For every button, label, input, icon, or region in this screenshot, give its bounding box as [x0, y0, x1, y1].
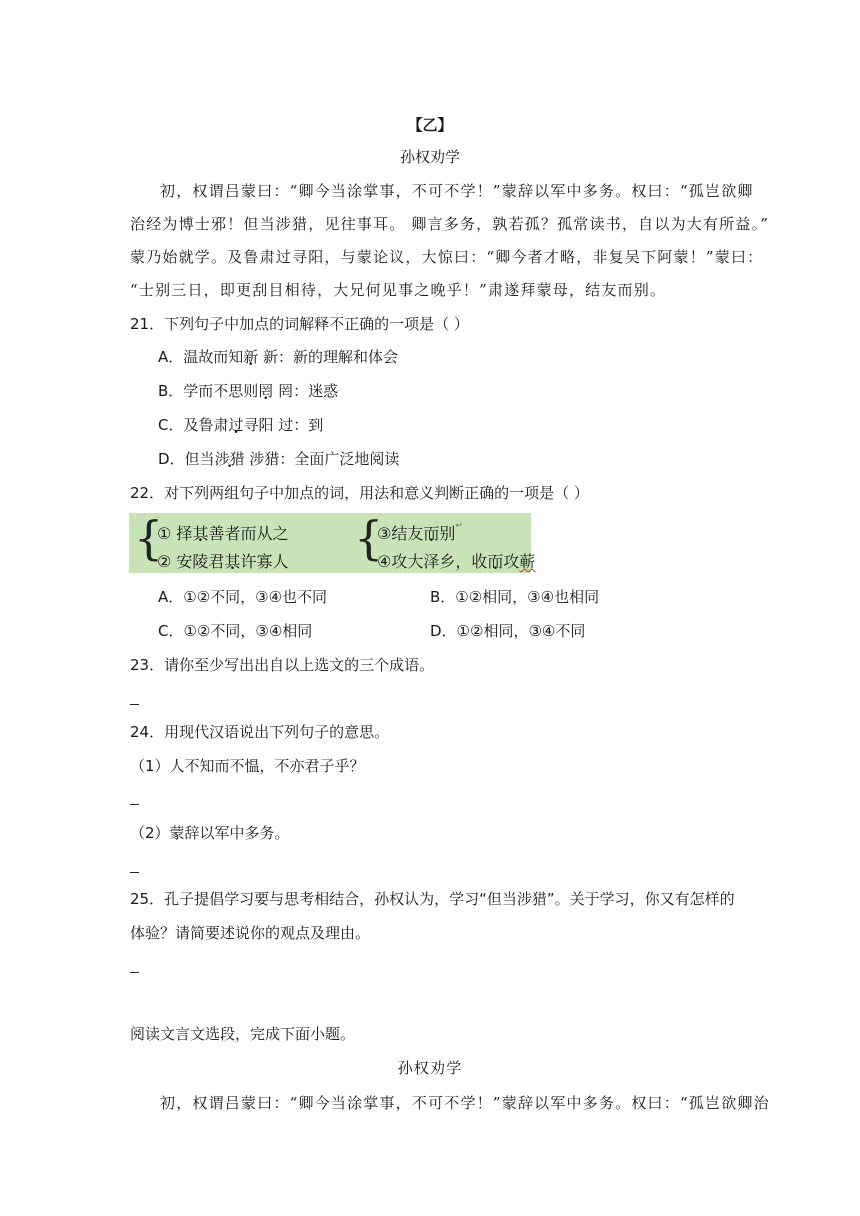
dotted-word: 过	[228, 416, 244, 434]
dotted-word: 而	[487, 552, 504, 571]
left-brace: {	[134, 511, 164, 565]
sentence-text: 别	[439, 524, 456, 543]
answer-blank[interactable]	[130, 872, 139, 873]
sentence-text: ④攻大泽乡，收	[377, 552, 488, 571]
option-text: 寻阳 过：到	[243, 416, 324, 434]
reading-instruction: 阅读文言文选段，完成下面小题。	[130, 1025, 356, 1043]
dotted-word: 新	[243, 348, 259, 366]
sentence-1	[157, 521, 288, 544]
question-21-option-b	[158, 380, 338, 402]
option-text: D．但当	[158, 450, 215, 468]
sentence-text: 蕲	[519, 552, 536, 571]
dotted-word: 涉猎	[214, 450, 245, 468]
question-22-stem: 22．对下列两组句子中加点的词，用法和意义判断正确的一项是（ ）	[130, 484, 589, 502]
question-24-stem: 24．用现代汉语说出下列句子的意思。	[130, 723, 390, 741]
section-label: 【乙】	[407, 116, 453, 134]
dotted-word: 罔	[258, 382, 274, 400]
question-25-line-1: 25．孔子提倡学习要与思考相结合，孙权认为，学习“但当涉猎”。关于学习，你又有怎样的	[130, 890, 735, 908]
question-21-stem: 21．下列句子中加点的词解释不正确的一项是（ ）	[130, 315, 469, 333]
option-text: 新：新的理解和体会	[258, 348, 399, 366]
question-24-sentence-1: （1）人不知而不愠，不亦君子乎？	[130, 757, 365, 775]
passage-line-4: “士别三日，即更刮目相待，大兄何见事之晚乎！”肃遂拜蒙母，结友而别。	[130, 281, 667, 299]
question-22-option-d: D．①②相同，③④不同	[430, 622, 586, 640]
question-21-option-a	[158, 346, 398, 368]
sentence-text: ① 择	[157, 524, 193, 543]
dotted-word: 其	[192, 524, 209, 543]
sentence-text: 善者而从之	[208, 524, 289, 543]
option-text: C．及鲁肃	[158, 416, 229, 434]
passage-title: 孙权劝学	[399, 148, 460, 166]
option-text: 罔：迷惑	[273, 382, 339, 400]
sentence-text: 许寡人	[240, 552, 289, 571]
passage-line-2: 治经为博士邪！但当涉猎，见往事耳。 卿言多务，孰若孤？孤常读书，自以为大有所益。”	[130, 215, 770, 233]
passage-title: 孙权劝学	[397, 1059, 463, 1077]
sentence-4	[377, 549, 535, 572]
passage-line-1: 初，权谓吕蒙曰：“卿今当涂掌事，不可不学！”蒙辞以军中多务。权曰：“孤岂欲卿治	[160, 1094, 770, 1112]
sentence-text: ② 安陵君	[157, 552, 225, 571]
passage-line-3: 蒙乃始就学。及鲁肃过寻阳，与蒙论议，大惊曰：“卿今者才略，非复吴下阿蒙！”蒙曰：	[130, 248, 764, 266]
sentence-text: 攻	[503, 552, 520, 571]
question-24-sentence-2: （2）蒙辞以军中多务。	[130, 824, 290, 842]
right-brace: {	[354, 511, 384, 565]
option-text: A．温故而知	[158, 348, 244, 366]
question-22-option-c: C．①②不同，③④相同	[158, 622, 313, 640]
return-mark-icon: ↵	[455, 521, 463, 531]
sentence-3	[377, 521, 463, 544]
dotted-word: 而	[423, 524, 440, 543]
dotted-word: 其	[224, 552, 241, 571]
question-23-stem: 23．请你至少写出出自以上选文的三个成语。	[130, 656, 435, 674]
passage-line-1: 初，权谓吕蒙曰：“卿今当涂掌事，不可不学！”蒙辞以军中多务。权曰：“孤岂欲卿	[160, 182, 754, 200]
answer-blank[interactable]	[130, 704, 139, 705]
answer-blank[interactable]	[130, 804, 139, 805]
question-22-option-a: A．①②不同，③④也不同	[158, 588, 328, 606]
option-text: B．学而不思则	[158, 382, 259, 400]
sentence-text: ③结友	[377, 524, 424, 543]
question-21-option-d	[158, 448, 399, 470]
option-text: 涉猎：全面广泛地阅读	[244, 450, 400, 468]
question-21-option-c	[158, 414, 323, 436]
sentence-2	[157, 549, 288, 572]
answer-blank[interactable]	[130, 972, 139, 973]
question-22-option-b: B．①②相同，③④也相同	[430, 588, 600, 606]
question-25-line-2: 体验？请简要述说你的观点及理由。	[130, 924, 371, 942]
